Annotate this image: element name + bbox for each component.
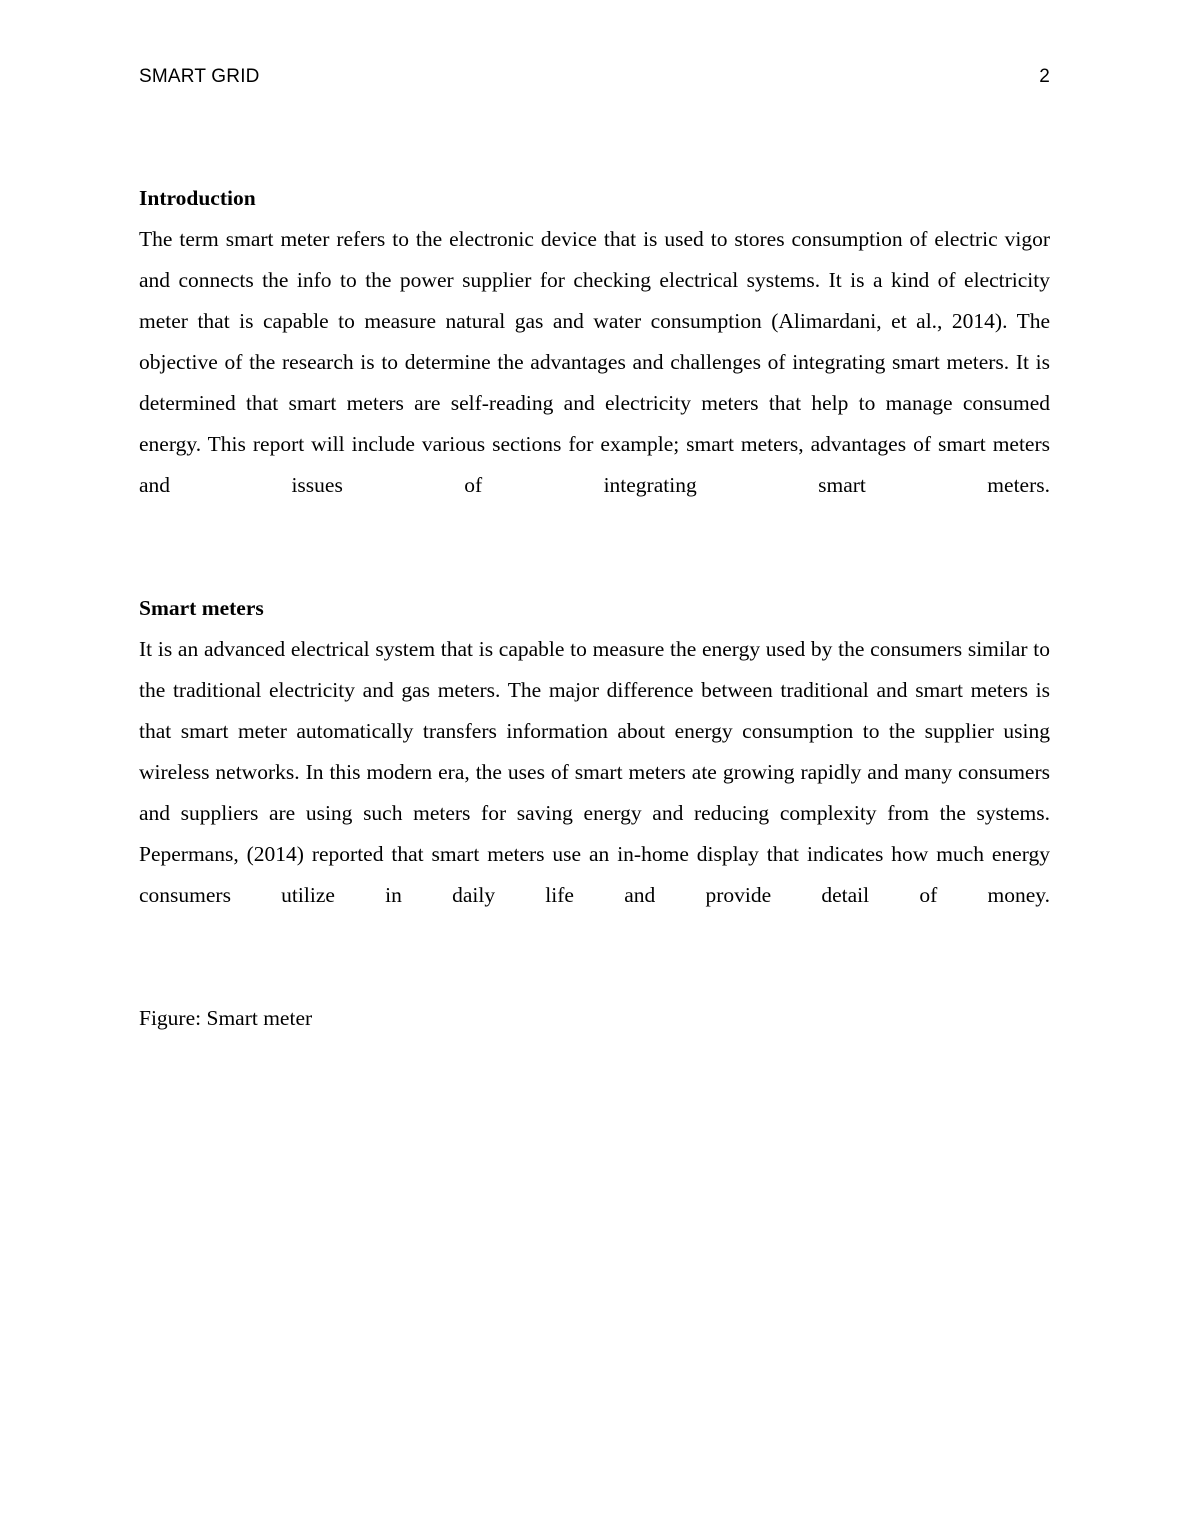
section-heading-introduction: Introduction [139,186,256,210]
header-document-title: SMART GRID [139,66,260,87]
figure-caption: Figure: Smart meter [139,1006,313,1030]
figure-image-placeholder [139,1039,1050,1509]
caption-spacer [139,957,1050,998]
paragraph-introduction: The term smart meter refers to the electronic device that is used to stores consumption of electric vigor and connects the info to the power supplier for checking electrical systems. It is a kind of electricity meter that is capable to measure natural gas and water consumption (Alimardani, et al., 2014). The objective of the research is to determine the advantages and challenges of integrating smart meters. It is determined that smart meters are self-reading and electricity meters that help to manage consumed energy. This report will include various sections for example; smart meters, advantages of smart meters and issues of integrating smart meters. [139,227,1050,497]
paragraph-smart-meters: It is an advanced electrical system that is capable to measure the energy used by the consumers similar to the traditional electricity and gas meters. The major difference between traditional and smart meters is that smart meter automatically transfers information about energy consumption to the supplier using wireless networks. In this modern era, the uses of smart meters ate growing rapidly and many consumers and suppliers are using such meters for saving energy and reducing complexity from the systems. Pepermans, (2014) reported that smart meters use an in-home display that indicates how much energy consumers utilize in daily life and provide detail of money. [139,637,1050,907]
paragraph-spacer [139,547,1050,588]
header-page-number: 2 [1039,66,1050,87]
section-heading-smart-meters: Smart meters [139,596,264,620]
running-header [139,66,1050,96]
document-body [139,178,1050,1509]
